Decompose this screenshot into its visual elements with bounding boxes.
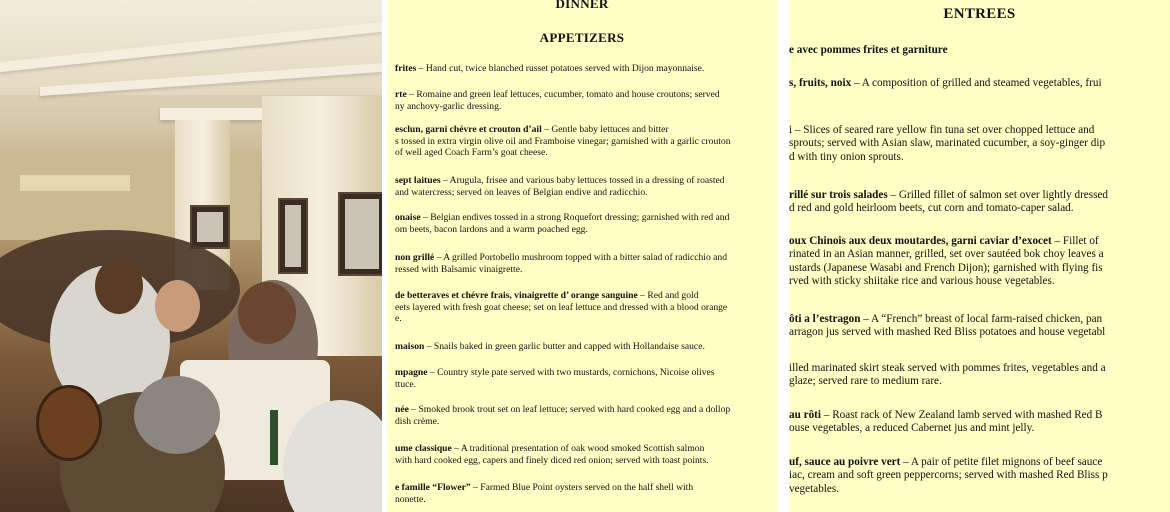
item-desc: illed marinated skirt steak served with pommes frites, vegetables and a [789, 362, 1106, 374]
appetizer-item [395, 63, 704, 75]
item-desc-line: of well aged Coach Farm’s goat cheese. [395, 147, 548, 159]
appetizer-item [395, 252, 727, 275]
item-name: s, fruits, noix [789, 77, 852, 89]
entree-item [789, 77, 1102, 90]
item-name: ume classique [395, 443, 452, 454]
item-name: mpagne [395, 367, 428, 378]
item-desc-line: with hard cooked egg, capers and finely diced red onion; served with toast points. [395, 454, 709, 466]
item-desc-line: ny anchovy-garlic dressing. [395, 100, 502, 112]
item-name: e avec pommes frites et garniture [789, 44, 948, 56]
item-name: e famille “Flower” [395, 482, 471, 493]
item-name: sept laitues [395, 175, 441, 186]
appetizer-item [395, 124, 731, 159]
restaurant-photo [0, 0, 382, 512]
item-desc: – Hand cut, twice blanched russet potatoes served with Dijon mayonnaise. [416, 63, 705, 74]
item-desc: – Farmed Blue Point oysters served on the half shell with [470, 482, 694, 493]
item-desc: – Fillet of [1051, 235, 1099, 247]
wine-bottle [270, 410, 278, 465]
appetizer-item [395, 482, 693, 505]
diner-head [134, 376, 220, 454]
item-desc-line: iac, cream and soft green peppercorns; served with mashed Red Bliss p [789, 469, 1108, 482]
item-desc: i – Slices of seared rare yellow fin tuna set over chopped lettuce and [789, 124, 1095, 136]
dinner-menu-page [387, 0, 777, 512]
item-name: ôti a l’estragon [789, 313, 861, 325]
chair [36, 385, 102, 461]
item-desc-line: glaze; served rare to medium rare. [789, 375, 942, 388]
item-desc-line: om beets, bacon lardons and a warm poached egg. [395, 223, 588, 235]
item-desc: – Roast rack of New Zealand lamb served with mashed Red B [821, 409, 1103, 421]
item-desc-line: dish crème. [395, 415, 440, 427]
item-desc-line: d with tiny onion sprouts. [789, 150, 904, 163]
wall-picture [278, 198, 308, 274]
wall-picture [190, 205, 230, 249]
entree-item [789, 189, 1108, 216]
item-name: esclun, garni chévre et crouton d’ail [395, 124, 542, 135]
item-desc-line: arragon jus served with mashed Red Bliss potatoes and house vegetabl [789, 326, 1106, 339]
item-desc: – Belgian endives tossed in a strong Roquefort dressing; garnished with red and [420, 212, 730, 223]
item-desc-line: and watercress; served on leaves of Belgian endive and radicchio. [395, 186, 648, 198]
item-desc: – Grilled fillet of salmon set over lightly dressed [887, 189, 1109, 201]
item-desc: – A traditional presentation of oak wood smoked Scottish salmon [451, 443, 705, 454]
item-desc-line: e. [395, 313, 402, 325]
item-desc: – A “French” breast of local farm-raised chicken, pan [860, 313, 1103, 325]
appetizer-item [395, 290, 727, 325]
diner-head [238, 282, 296, 344]
item-desc-line: eets layered with fresh goat cheese; set on leaf lettuce and dressed with a blood orange [395, 301, 728, 313]
item-name: rte [395, 89, 407, 100]
entree-item [789, 124, 1105, 164]
item-desc-line: nonette. [395, 493, 426, 505]
wall-picture [338, 192, 382, 276]
item-desc: – Snails baked in green garlic butter and capped with Hollandaise sauce. [424, 341, 705, 352]
item-desc-line: ouse vegetables, a reduced Cabernet jus and mint jelly. [789, 422, 1035, 435]
item-name: née [395, 404, 409, 415]
item-desc: – A grilled Portobello mushroom topped with a bitter salad of radicchio and [434, 252, 728, 263]
section-heading: APPETIZERS [539, 30, 625, 45]
appetizer-item [395, 404, 730, 427]
item-desc: – Smoked brook trout set on leaf lettuce; served with hard cooked egg and a dollop [408, 404, 731, 415]
item-desc-line: ttuce. [395, 378, 417, 390]
item-name: uf, sauce au poivre vert [789, 456, 901, 468]
item-desc: – Country style pate served with two mustards, cornichons, Nicoise olives [427, 367, 715, 378]
item-name: onaise [395, 212, 421, 223]
bar-light [20, 175, 130, 191]
item-desc-line: rved with sticky shiitake rice and various house vegetables. [789, 275, 1055, 288]
item-name: non grillé [395, 252, 435, 263]
item-name: au rôti [789, 409, 822, 421]
entree-item [789, 362, 1106, 389]
appetizer-item [395, 341, 705, 353]
item-desc: – Red and gold [637, 290, 699, 301]
menu-title: DINNER [555, 0, 609, 11]
item-name: de betteraves et chévre frais, vinaigrette d’ orange sanguine [395, 290, 638, 301]
item-desc-line: rinated in an Asian manner, grilled, set over sautéed bok choy leaves a [789, 248, 1104, 261]
item-desc: – Gentle baby lettuces and bitter [541, 124, 669, 135]
item-desc-line: ustards (Japanese Wasabi and French Dijon); garnished with flying fis [789, 261, 1103, 274]
entree-item [789, 44, 948, 57]
item-desc: – Romaine and green leaf lettuces, cucumber, tomato and house croutons; served [406, 89, 720, 100]
section-heading: ENTREES [943, 6, 1016, 22]
appetizer-item [395, 367, 714, 390]
item-name: rillé sur trois salades [789, 189, 888, 201]
item-name: oux Chinois aux deux moutardes, garni caviar d’exocet [789, 235, 1052, 247]
appetizer-item [395, 443, 709, 466]
item-name: frites [395, 63, 417, 74]
diner-head [155, 280, 200, 332]
item-desc: – A composition of grilled and steamed vegetables, frui [851, 77, 1102, 89]
entree-item [789, 313, 1105, 340]
item-desc-line: sprouts; served with Asian slaw, marinated cucumber, a soy-ginger dip [789, 137, 1106, 150]
appetizer-item [395, 89, 720, 112]
item-desc-line: s tossed in extra virgin olive oil and Framboise vinegar; garnished with a garlic crouton [395, 135, 731, 147]
entrees-menu-page [789, 0, 1170, 512]
appetizer-item [395, 175, 725, 198]
item-desc: – A pair of petite filet mignons of beef sauce [900, 456, 1103, 468]
item-name: maison [395, 341, 425, 352]
diner-head [95, 258, 143, 314]
item-desc: – Arugula, frisee and various baby lettuces tossed in a dressing of roasted [440, 175, 725, 186]
entree-item [789, 409, 1103, 436]
entree-item [789, 456, 1108, 496]
appetizer-item [395, 212, 729, 235]
item-desc-line: vegetables. [789, 482, 840, 495]
item-desc-line: ressed with Balsamic vinaigrette. [395, 263, 523, 275]
entree-item [789, 235, 1104, 289]
item-desc-line: d red and gold heirloom beets, cut corn and tomato-caper salad. [789, 202, 1074, 215]
